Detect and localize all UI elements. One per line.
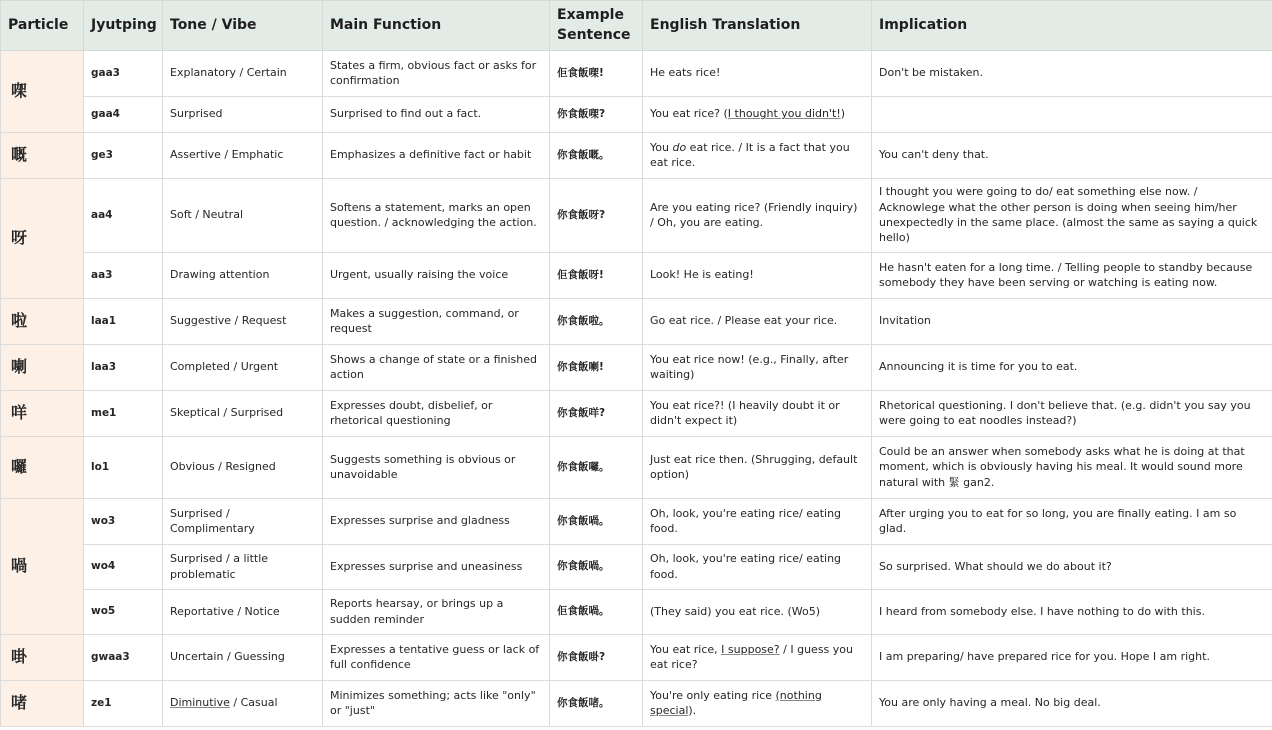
jyutping-cell[interactable]: aa4: [84, 178, 163, 252]
particle-cell[interactable]: 咩: [1, 390, 84, 436]
example-cell[interactable]: 你食飯啫。: [550, 680, 643, 726]
tone-cell[interactable]: Surprised / a little problematic: [163, 544, 323, 589]
header-tone[interactable]: Tone / Vibe: [163, 1, 323, 51]
table-row: [1, 252, 1272, 298]
example-cell[interactable]: 你食飯呀?: [550, 178, 643, 252]
translation-cell[interactable]: [643, 680, 872, 726]
table-row: [1, 298, 1272, 344]
translation-underlined: I suppose?: [721, 642, 780, 656]
particle-cell[interactable]: 啩: [1, 634, 84, 680]
tone-cell[interactable]: Drawing attention: [163, 252, 323, 298]
tone-underlined: Diminutive: [170, 696, 230, 710]
implication-cell[interactable]: Don't be mistaken.: [872, 50, 1272, 96]
header-implication[interactable]: Implication: [872, 1, 1272, 51]
translation-cell[interactable]: You eat rice now! (e.g., Finally, after waiting): [643, 344, 872, 390]
implication-cell[interactable]: After urging you to eat for so long, you are finally eating. I am so glad.: [872, 498, 1272, 544]
translation-cell[interactable]: Look! He is eating!: [643, 252, 872, 298]
translation-underlined: I thought you didn't!: [727, 107, 841, 121]
particle-cell[interactable]: 呀: [1, 178, 84, 298]
tone-cell[interactable]: Skeptical / Surprised: [163, 390, 323, 436]
table-row: [1, 680, 1272, 726]
jyutping-cell[interactable]: gaa3: [84, 50, 163, 96]
tone-cell[interactable]: Soft / Neutral: [163, 178, 323, 252]
translation-text: You eat rice? (: [650, 107, 728, 121]
tone-cell[interactable]: Suggestive / Request: [163, 298, 323, 344]
example-cell[interactable]: 你食飯喎。: [550, 498, 643, 544]
example-cell[interactable]: 你食飯啦。: [550, 298, 643, 344]
tone-cell[interactable]: Completed / Urgent: [163, 344, 323, 390]
particle-cell[interactable]: 啫: [1, 680, 84, 726]
translation-text: ).: [688, 704, 697, 718]
jyutping-cell[interactable]: laa3: [84, 344, 163, 390]
implication-cell[interactable]: [872, 96, 1272, 132]
table-row: [1, 498, 1272, 544]
jyutping-cell[interactable]: gaa4: [84, 96, 163, 132]
jyutping-cell[interactable]: aa3: [84, 252, 163, 298]
function-cell[interactable]: Emphasizes a definitive fact or habit: [323, 132, 550, 178]
tone-cell[interactable]: Uncertain / Guessing: [163, 634, 323, 680]
implication-cell[interactable]: He hasn't eaten for a long time. / Telling people to standby because somebody they have been serving or watching is eating now.: [872, 252, 1272, 298]
jyutping-cell[interactable]: me1: [84, 390, 163, 436]
function-cell[interactable]: Expresses surprise and gladness: [323, 498, 550, 544]
example-cell[interactable]: 你食飯喇!: [550, 344, 643, 390]
header-jyutping[interactable]: Jyutping: [84, 1, 163, 51]
function-cell[interactable]: Softens a statement, marks an open question. / acknowledging the action.: [323, 178, 550, 252]
translation-text: You: [650, 140, 673, 154]
example-cell[interactable]: 佢食飯呀!: [550, 252, 643, 298]
translation-cell[interactable]: Oh, look, you're eating rice/ eating food.: [643, 544, 872, 589]
example-cell[interactable]: 你食飯喎。: [550, 544, 643, 589]
translation-italic: do: [672, 140, 687, 154]
table-row: [1, 390, 1272, 436]
tone-cell[interactable]: Explanatory / Certain: [163, 50, 323, 96]
translation-cell[interactable]: Just eat rice then. (Shrugging, default option): [643, 436, 872, 498]
implication-cell[interactable]: Rhetorical questioning. I don't believe that. (e.g. didn't you say you were going to eat noodles instead?): [872, 390, 1272, 436]
particle-cell[interactable]: 啦: [1, 298, 84, 344]
example-cell[interactable]: 你食飯㗎?: [550, 96, 643, 132]
example-cell[interactable]: 你食飯咩?: [550, 390, 643, 436]
implication-cell[interactable]: You can't deny that.: [872, 132, 1272, 178]
particle-cell[interactable]: 㗎: [1, 50, 84, 132]
header-function[interactable]: Main Function: [323, 1, 550, 51]
translation-text: ): [840, 107, 846, 121]
implication-cell[interactable]: Could be an answer when somebody asks what he is doing at that moment, which is obviously having his meal. It would sound more natural with 緊 gan2.: [872, 436, 1272, 498]
jyutping-cell[interactable]: wo3: [84, 498, 163, 544]
example-cell[interactable]: 你食飯啩?: [550, 634, 643, 680]
translation-underlined: (nothing special: [650, 688, 822, 718]
function-cell[interactable]: Expresses surprise and uneasiness: [323, 544, 550, 589]
header-translation[interactable]: English Translation: [643, 1, 872, 51]
particle-cell[interactable]: 囉: [1, 436, 84, 498]
translation-text: You eat rice,: [650, 642, 722, 656]
jyutping-cell[interactable]: laa1: [84, 298, 163, 344]
tone-cell[interactable]: Obvious / Resigned: [163, 436, 323, 498]
translation-text: eat rice. / It is a fact that you eat rice.: [650, 140, 850, 170]
translation-cell[interactable]: Go eat rice. / Please eat your rice.: [643, 298, 872, 344]
header-example[interactable]: Example Sentence: [550, 1, 643, 51]
implication-cell[interactable]: Announcing it is time for you to eat.: [872, 344, 1272, 390]
tone-cell[interactable]: Surprised: [163, 96, 323, 132]
jyutping-cell[interactable]: wo5: [84, 589, 163, 634]
table-row: [1, 589, 1272, 634]
translation-cell[interactable]: You eat rice?! (I heavily doubt it or didn't expect it): [643, 390, 872, 436]
table-row: [1, 436, 1272, 498]
function-cell[interactable]: Minimizes something; acts like "only" or "just": [323, 680, 550, 726]
implication-cell[interactable]: I am preparing/ have prepared rice for you. Hope I am right.: [872, 634, 1272, 680]
header-particle[interactable]: Particle: [1, 1, 84, 51]
jyutping-cell[interactable]: ge3: [84, 132, 163, 178]
function-cell[interactable]: Urgent, usually raising the voice: [323, 252, 550, 298]
example-cell[interactable]: 你食飯嘅。: [550, 132, 643, 178]
function-cell[interactable]: States a firm, obvious fact or asks for confirmation: [323, 50, 550, 96]
table-row: [1, 50, 1272, 96]
function-cell[interactable]: Makes a suggestion, command, or request: [323, 298, 550, 344]
function-cell[interactable]: Surprised to find out a fact.: [323, 96, 550, 132]
translation-text: / I guess you eat rice?: [650, 642, 853, 672]
translation-cell[interactable]: [643, 132, 872, 178]
translation-cell[interactable]: [643, 96, 872, 132]
implication-cell[interactable]: Invitation: [872, 298, 1272, 344]
particle-cell[interactable]: 嘅: [1, 132, 84, 178]
translation-text: You're only eating rice: [650, 688, 776, 702]
table-row: [1, 178, 1272, 252]
example-cell[interactable]: 你食飯囉。: [550, 436, 643, 498]
function-cell[interactable]: Expresses doubt, disbelief, or rhetorical questioning: [323, 390, 550, 436]
jyutping-cell[interactable]: ze1: [84, 680, 163, 726]
jyutping-cell[interactable]: wo4: [84, 544, 163, 589]
translation-cell[interactable]: [643, 634, 872, 680]
example-cell[interactable]: 佢食飯喎。: [550, 589, 643, 634]
function-cell[interactable]: Expresses a tentative guess or lack of full confidence: [323, 634, 550, 680]
translation-cell[interactable]: (They said) you eat rice. (Wo5): [643, 589, 872, 634]
table-row: [1, 344, 1272, 390]
translation-cell[interactable]: He eats rice!: [643, 50, 872, 96]
implication-cell[interactable]: I heard from somebody else. I have nothing to do with this.: [872, 589, 1272, 634]
tone-cell[interactable]: Reportative / Notice: [163, 589, 323, 634]
table-row: [1, 132, 1272, 178]
tone-text: / Casual: [229, 696, 278, 710]
jyutping-cell[interactable]: lo1: [84, 436, 163, 498]
table-row: [1, 634, 1272, 680]
tone-cell[interactable]: [163, 680, 323, 726]
function-cell[interactable]: Reports hearsay, or brings up a sudden reminder: [323, 589, 550, 634]
header-row: [1, 1, 1272, 51]
jyutping-cell[interactable]: gwaa3: [84, 634, 163, 680]
function-cell[interactable]: Shows a change of state or a finished action: [323, 344, 550, 390]
implication-cell[interactable]: So surprised. What should we do about it?: [872, 544, 1272, 589]
table-row: [1, 544, 1272, 589]
function-cell[interactable]: Suggests something is obvious or unavoidable: [323, 436, 550, 498]
tone-cell[interactable]: Assertive / Emphatic: [163, 132, 323, 178]
particle-cell[interactable]: 喎: [1, 498, 84, 634]
translation-cell[interactable]: Are you eating rice? (Friendly inquiry) / Oh, you are eating.: [643, 178, 872, 252]
example-cell[interactable]: 佢食飯㗎!: [550, 50, 643, 96]
tone-cell[interactable]: Surprised / Complimentary: [163, 498, 323, 544]
table-row: [1, 96, 1272, 132]
implication-cell[interactable]: I thought you were going to do/ eat something else now. / Acknowlege what the other person is doing when seeing him/her unexpectedly in the same place. (almost the same as saying a quick hello): [872, 178, 1272, 252]
particle-cell[interactable]: 喇: [1, 344, 84, 390]
implication-cell[interactable]: You are only having a meal. No big deal.: [872, 680, 1272, 726]
translation-cell[interactable]: Oh, look, you're eating rice/ eating food.: [643, 498, 872, 544]
